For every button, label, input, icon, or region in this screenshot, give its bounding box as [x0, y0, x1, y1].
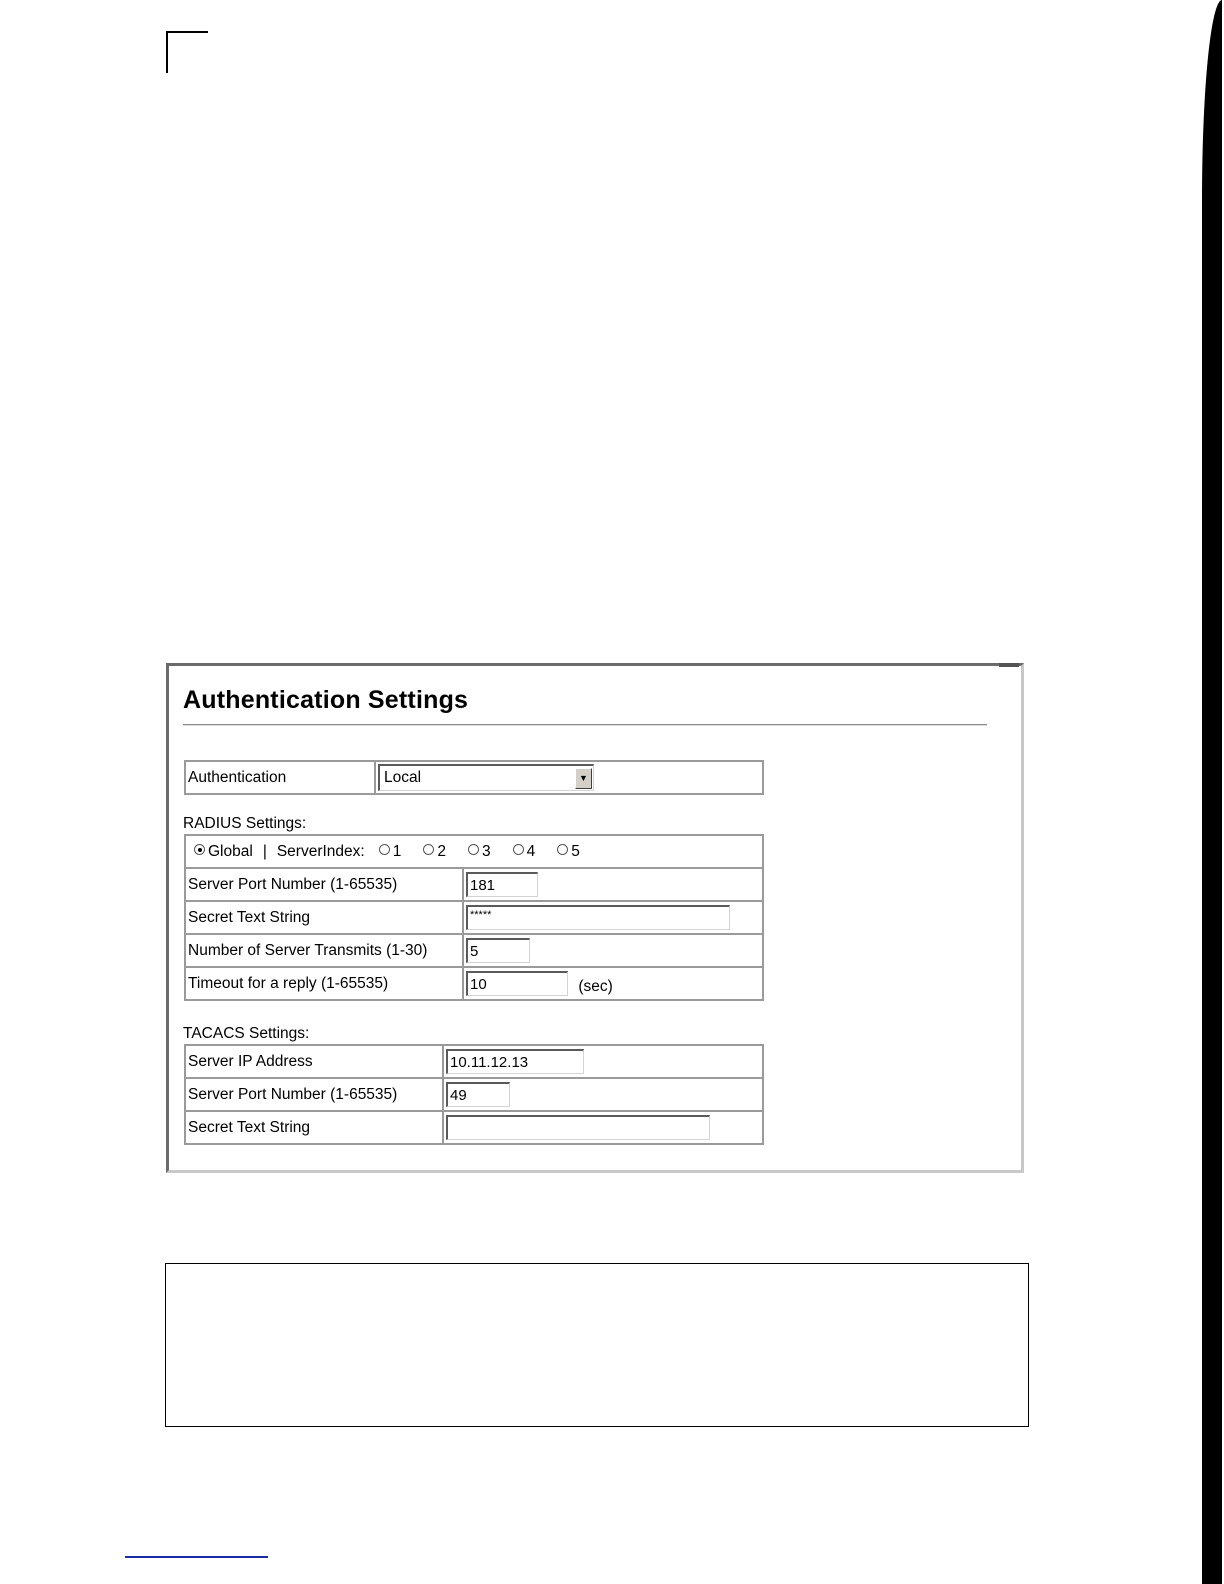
authentication-label: Authentication [185, 761, 375, 794]
page-edge-mark [1202, 0, 1222, 1584]
title-divider [183, 724, 987, 726]
radius-timeout-cell [463, 967, 763, 1000]
crop-mark [166, 31, 208, 33]
radius-timeout-row [185, 967, 763, 1000]
tacacs-settings-heading: TACACS Settings: [183, 1025, 310, 1042]
chevron-down-icon[interactable]: ▼ [575, 768, 592, 789]
radius-scope-cell [185, 835, 763, 868]
radius-timeout-unit: (sec) [578, 977, 613, 995]
radio-server-index-1[interactable] [379, 844, 390, 855]
radius-scope-row [185, 835, 763, 868]
radio-server-index-4[interactable] [513, 844, 524, 855]
radius-timeout-input[interactable]: 10 [466, 971, 568, 996]
radio-server-index-4-label: 4 [526, 842, 536, 860]
tacacs-secret-label: Secret Text String [185, 1111, 443, 1144]
tacacs-secret-cell [443, 1111, 763, 1144]
radius-port-row [185, 868, 763, 901]
radius-secret-cell [463, 901, 763, 934]
radio-server-index-1-label: 1 [392, 842, 402, 860]
radius-secret-row [185, 901, 763, 934]
radius-timeout-label: Timeout for a reply (1-65535) [185, 967, 463, 1000]
tacacs-port-cell [443, 1078, 763, 1111]
crop-mark [166, 31, 168, 73]
window-frame-nub [999, 663, 1019, 667]
radio-server-index-2-label: 2 [437, 842, 446, 860]
radio-server-index-3[interactable] [468, 844, 479, 855]
page-title: Authentication Settings [183, 686, 469, 714]
authentication-table [184, 760, 764, 795]
tacacs-ip-input[interactable]: 10.11.12.13 [446, 1049, 584, 1074]
tacacs-port-input[interactable]: 49 [446, 1082, 510, 1107]
tacacs-settings-table [184, 1044, 764, 1145]
tacacs-secret-input[interactable] [446, 1115, 710, 1140]
radius-settings-table [184, 834, 764, 1001]
server-index-label: ServerIndex: [276, 842, 365, 860]
radio-global-label: Global [208, 842, 253, 860]
radio-server-index-5-label: 5 [571, 842, 580, 860]
radio-server-index-3-label: 3 [481, 842, 491, 860]
tacacs-ip-row [185, 1045, 763, 1078]
radius-transmits-label: Number of Server Transmits (1-30) [185, 934, 463, 967]
radius-port-cell [463, 868, 763, 901]
authentication-cell [375, 761, 763, 794]
authentication-select[interactable] [378, 764, 594, 791]
tacacs-ip-label: Server IP Address [185, 1045, 443, 1078]
tacacs-ip-cell [443, 1045, 763, 1078]
radius-transmits-cell [463, 934, 763, 967]
radius-secret-input[interactable]: ***** [466, 905, 730, 930]
authentication-settings-window [166, 663, 1024, 1173]
radius-transmits-row [185, 934, 763, 967]
tacacs-secret-row [185, 1111, 763, 1144]
tacacs-port-label: Server Port Number (1-65535) [185, 1078, 443, 1111]
note-box [165, 1263, 1029, 1427]
tacacs-port-row [185, 1078, 763, 1111]
radio-server-index-2[interactable] [423, 844, 434, 855]
separator: | [262, 842, 267, 860]
radius-transmits-input[interactable]: 5 [466, 938, 530, 963]
radius-scope-radios [188, 843, 760, 861]
radius-secret-label: Secret Text String [185, 901, 463, 934]
radio-global[interactable] [194, 844, 205, 855]
radius-port-input[interactable]: 181 [466, 872, 538, 897]
authentication-row [185, 761, 763, 794]
authentication-selected-value: Local [384, 769, 422, 786]
radio-server-index-5[interactable] [557, 844, 568, 855]
radius-port-label: Server Port Number (1-65535) [185, 868, 463, 901]
footer-rule [125, 1556, 268, 1558]
radius-settings-heading: RADIUS Settings: [183, 815, 307, 832]
